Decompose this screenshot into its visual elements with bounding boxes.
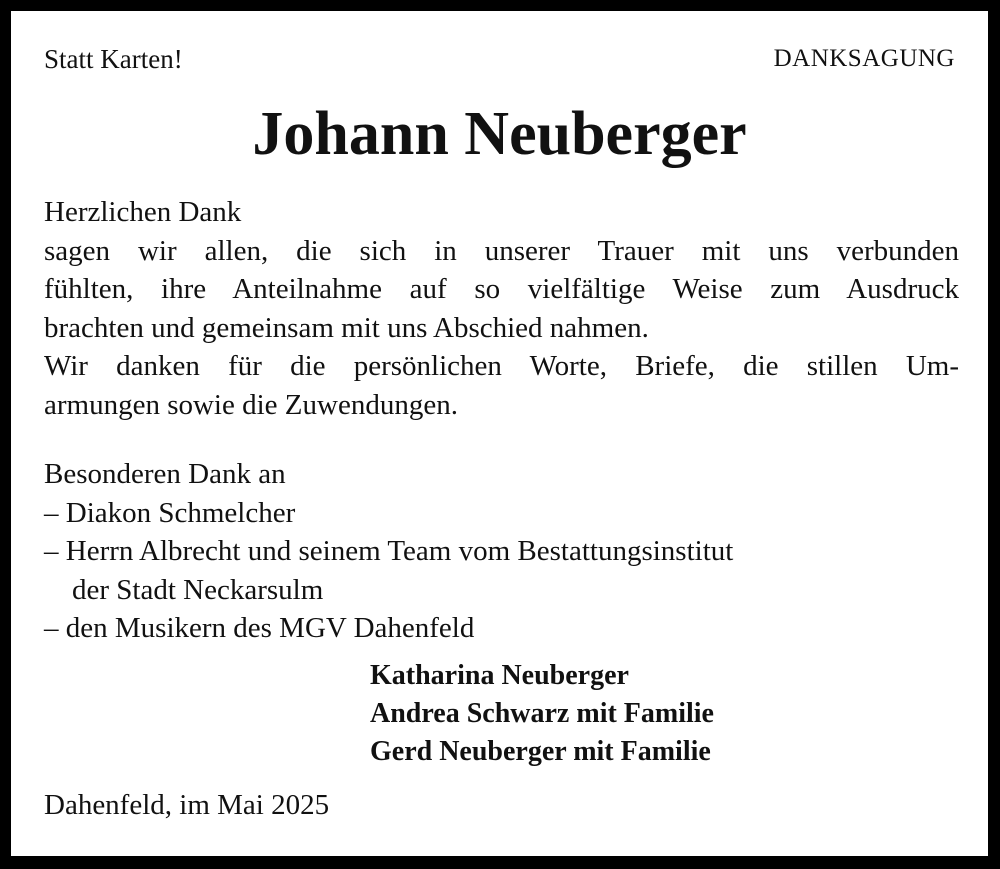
thanks-line: armungen sowie die Zuwendungen. — [44, 388, 458, 421]
thanks-line: brachten und gemeinsam mit uns Abschied nahmen. — [44, 311, 649, 344]
obituary-notice — [11, 11, 988, 856]
place-date: Dahenfeld, im Mai 2025 — [44, 789, 330, 821]
deceased-name: Johann Neuberger — [252, 100, 747, 168]
thanks-line: fühlten, ihre Anteilnahme auf so vielfältige Weise zum Ausdruck — [44, 273, 959, 305]
header-right-text: DANKSAGUNG — [773, 45, 955, 72]
signer: Katharina Neuberger — [370, 660, 629, 691]
signer: Gerd Neuberger mit Familie — [370, 736, 711, 767]
thanks-line: sagen wir allen, die sich in unserer Trauer mit uns verbunden — [44, 234, 959, 267]
special-thanks-heading: Besonderen Dank an — [44, 458, 286, 490]
special-thanks-item: – den Musikern des MGV Dahenfeld — [44, 612, 475, 644]
thanks-paragraph — [44, 193, 959, 424]
signers-list — [370, 657, 714, 771]
special-thanks-item-continuation: der Stadt Neckarsulm — [72, 573, 324, 606]
signer: Andrea Schwarz mit Familie — [370, 698, 714, 729]
header-left-text: Statt Karten! — [44, 44, 183, 74]
thanks-line: Herzlichen Dank — [44, 196, 242, 228]
special-thanks-item: – Herrn Albrecht und seinem Team vom Bestattungsinstitut — [44, 535, 734, 567]
special-thanks-section — [44, 455, 959, 648]
thanks-line: Wir danken für die persönlichen Worte, Briefe, die stillen Um- — [44, 350, 959, 382]
special-thanks-item: – Diakon Schmelcher — [44, 496, 296, 529]
